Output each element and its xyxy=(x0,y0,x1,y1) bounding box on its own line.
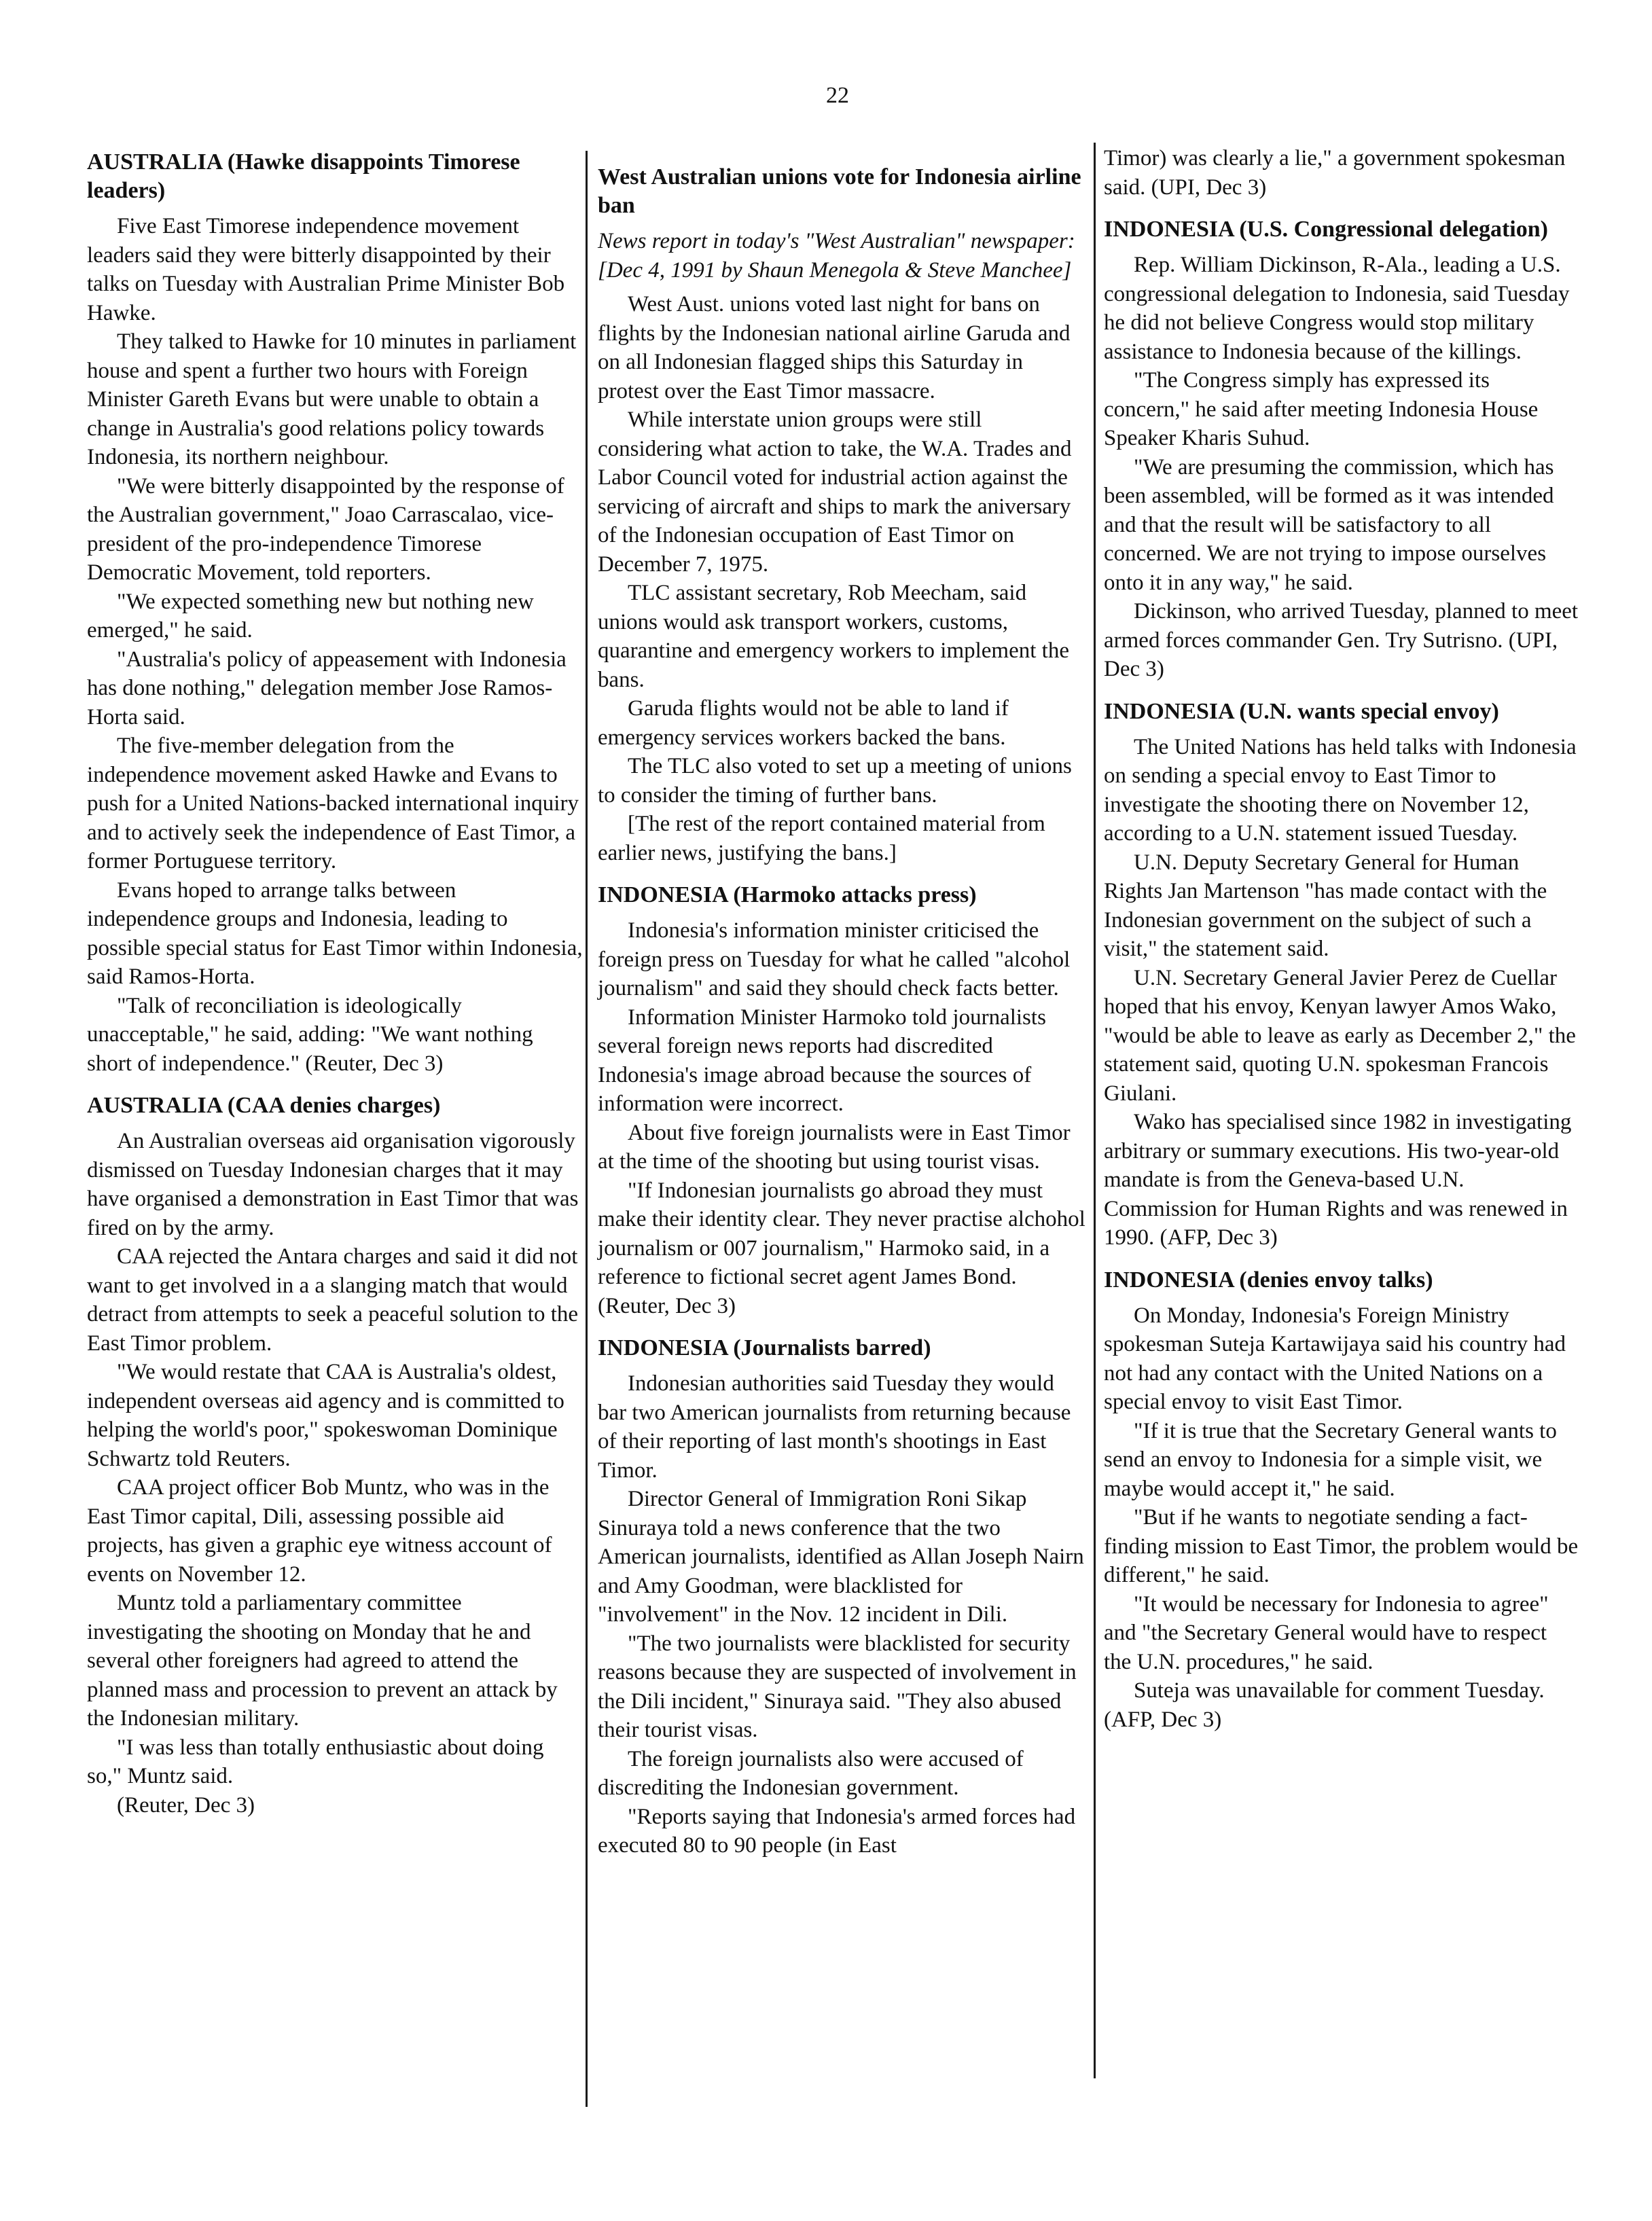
column-2 xyxy=(598,163,1087,1874)
article-paragraph: Dickinson, who arrived Tuesday, planned to meet armed forces commander Gen. Try Sutrisno. (UPI, Dec 3) xyxy=(1104,599,1579,681)
column-divider xyxy=(586,151,588,2107)
article-paragraph: The TLC also voted to set up a meeting of unions to consider the timing of further bans. xyxy=(598,754,1072,808)
article-paragraph: On Monday, Indonesia's Foreign Ministry spokesman Suteja Kartawijaya said his country had not had any contact with the United Nations on a special envoy to visit East Timor. xyxy=(1104,1303,1566,1414)
article xyxy=(1104,698,1579,1252)
article xyxy=(598,1334,1087,1860)
article-headline: INDONESIA (Journalists barred) xyxy=(598,1335,931,1360)
article-paragraph: The five-member delegation from the independence movement asked Hawke and Evans to push for a United Nations-backed international inquiry and to actively seek the independence of East Timor, a former Portuguese territory. xyxy=(87,734,579,873)
article-paragraph: While interstate union groups were still considering what action to take, the W.A. Trades and Labor Council voted for industrial action against the servicing of aircraft and ships to mark the aniversary of the Indonesian occupation of East Timor on December 7, 1975. xyxy=(598,408,1072,577)
article-paragraph: "Talk of reconciliation is ideologically unacceptable," he said, adding: "We want nothing short of independence." (Reuter, Dec 3) xyxy=(87,993,533,1076)
article-headline: AUSTRALIA (CAA denies charges) xyxy=(87,1093,441,1118)
article-paragraph: About five foreign journalists were in East Timor at the time of the shooting but using tourist visas. xyxy=(598,1120,1071,1174)
article-paragraph: CAA rejected the Antara charges and said it did not want to get involved in a a slanging match that would detract from attempts to seek a peaceful solution to the East Timor problem. xyxy=(87,1244,579,1356)
article-paragraph: Indonesia's information minister criticised the foreign press on Tuesday for what he called "alcohol journalism" and said they should check facts better. xyxy=(598,918,1071,1000)
article-paragraph: Muntz told a parliamentary committee investigating the shooting on Monday that he and several other foreigners had agreed to attend the planned mass and procession to prevent an attack by the Indonesian military. xyxy=(87,1591,558,1731)
article xyxy=(87,1091,583,1820)
article-paragraph: Suteja was unavailable for comment Tuesday. (AFP, Dec 3) xyxy=(1104,1678,1545,1732)
article xyxy=(87,148,583,1078)
article-paragraph: "We were bitterly disappointed by the response of the Australian government," Joao Carrascalao, vice-president of the pro-independence Timorese Democratic Movement, told reporters. xyxy=(87,473,564,585)
article-paragraph: "If Indonesian journalists go abroad they must make their identity clear. They never practise alchohol journalism or 007 journalism," Harmoko said, in a reference to fictional secret agent James Bond. (Reuter, Dec 3) xyxy=(598,1178,1085,1318)
article-paragraph: Wako has specialised since 1982 in investigating arbitrary or summary executions. His two-year-old mandate is from the Geneva-based U.N. Commission for Human Rights and was renewed in 1990. (AFP, Dec 3) xyxy=(1104,1110,1572,1250)
article-paragraph: "The Congress simply has expressed its concern," he said after meeting Indonesia House Speaker Kharis Suhud. xyxy=(1104,368,1539,450)
article-paragraph: [The rest of the report contained material from earlier news, justifying the bans.] xyxy=(598,812,1045,865)
article-paragraph: TLC assistant secretary, Rob Meecham, said unions would ask transport workers, customs, quarantine and emergency workers to implement the bans. xyxy=(598,581,1069,692)
article-headline: INDONESIA (denies envoy talks) xyxy=(1104,1267,1433,1293)
column-1 xyxy=(87,148,583,1833)
article-dateline: News report in today's "West Australian" newspaper: [Dec 4, 1991 by Shaun Menegola & Steve Manchee] xyxy=(598,229,1075,283)
article xyxy=(598,163,1087,867)
article-headline: INDONESIA (U.N. wants special envoy) xyxy=(1104,698,1499,724)
article xyxy=(598,881,1087,1320)
article-headline: INDONESIA (Harmoko attacks press) xyxy=(598,882,977,907)
article-paragraph: "We would restate that CAA is Australia's oldest, independent overseas aid agency and is committed to helping the world's poor," spokeswoman Dominique Schwartz told Reuters. xyxy=(87,1360,564,1471)
column-3 xyxy=(1104,144,1579,1748)
article-paragraph: Evans hoped to arrange talks between independence groups and Indonesia, leading to possible special status for East Timor within Indonesia, said Ramos-Horta. xyxy=(87,878,583,989)
article-paragraph: Rep. William Dickinson, R-Ala., leading a U.S. congressional delegation to Indonesia, said Tuesday he did not believe Congress would stop military assistance to Indonesia because of the killings. xyxy=(1104,253,1570,364)
article-headline: INDONESIA (U.S. Congressional delegation) xyxy=(1104,217,1548,242)
article-headline: West Australian unions vote for Indonesia airline ban xyxy=(598,164,1081,218)
article-paragraph: (Reuter, Dec 3) xyxy=(117,1792,255,1818)
article-paragraph: "Reports saying that Indonesia's armed forces had executed 80 to 90 people (in East xyxy=(598,1804,1076,1858)
article-paragraph: They talked to Hawke for 10 minutes in parliament house and spent a further two hours with Foreign Minister Gareth Evans but were unable to obtain a change in Australia's good relations policy towards Indonesia, its northern neighbour. xyxy=(87,329,577,469)
article-paragraph: Indonesian authorities said Tuesday they would bar two American journalists from returning because of their reporting of last month's shootings in East Timor. xyxy=(598,1371,1071,1483)
article-paragraph: U.N. Deputy Secretary General for Human Rights Jan Martenson "has made contact with the Indonesian government on the subject of such a visit," the statement said. xyxy=(1104,850,1547,961)
article-paragraph: Timor) was clearly a lie," a government spokesman said. (UPI, Dec 3) xyxy=(1104,146,1566,200)
page-number: 22 xyxy=(826,83,849,108)
article-paragraph: An Australian overseas aid organisation vigorously dismissed on Tuesday Indonesian charges that it may have organised a demonstration in East Timor that was fired on by the army. xyxy=(87,1129,579,1240)
article-paragraph: "Australia's policy of appeasement with Indonesia has done nothing," delegation member Jose Ramos-Horta said. xyxy=(87,647,567,729)
article-paragraph: Garuda flights would not be able to land if emergency services workers backed the bans. xyxy=(598,696,1009,750)
article xyxy=(1104,1266,1579,1735)
article-paragraph: The foreign journalists also were accused of discrediting the Indonesian government. xyxy=(598,1746,1024,1800)
article-paragraph: "We are presuming the commission, which has been assembled, will be formed as it was intended and that the result will be satisfactory to all concerned. We are not trying to impose ourselves onto it in any way," he said. xyxy=(1104,454,1554,595)
article-paragraph: Five East Timorese independence movement leaders said they were bitterly disappointed by their talks on Tuesday with Australian Prime Minister Bob Hawke. xyxy=(87,214,565,325)
article-paragraph: U.N. Secretary General Javier Perez de Cuellar hoped that his envoy, Kenyan lawyer Amos Wako, "would be able to leave as early as December 2," the statement said, quoting U.N. spokesman Francois Giulani. xyxy=(1104,965,1576,1106)
article-paragraph: "We expected something new but nothing new emerged," he said. xyxy=(87,589,534,643)
article-paragraph: "I was less than totally enthusiastic about doing so," Muntz said. xyxy=(87,1735,544,1788)
article xyxy=(1104,215,1579,684)
article-paragraph: West Aust. unions voted last night for bans on flights by the Indonesian national airline Garuda and on all Indonesian flagged ships this Saturday in protest over the East Timor massacre. xyxy=(598,292,1071,403)
article-paragraph: "It would be necessary for Indonesia to agree" and "the Secretary General would have to respect the U.N. procedures," he said. xyxy=(1104,1591,1549,1674)
article-paragraph: "The two journalists were blacklisted for security reasons because they are suspected of involvement in the Dili incident," Sinuraya said. "They also abused their tourist visas. xyxy=(598,1631,1077,1742)
article-paragraph: Director General of Immigration Roni Sikap Sinuraya told a news conference that the two American journalists, identified as Allan Joseph Nairn and Amy Goodman, were blacklisted for "involvement" in the Nov. 12 incident in Dili. xyxy=(598,1487,1084,1627)
article-paragraph: "But if he wants to negotiate sending a fact-finding mission to East Timor, the problem would be different," he said. xyxy=(1104,1505,1579,1587)
column-divider xyxy=(1094,143,1096,2078)
article-headline: AUSTRALIA (Hawke disappoints Timorese leaders) xyxy=(87,149,520,203)
article xyxy=(1104,144,1579,202)
article-paragraph: Information Minister Harmoko told journalists several foreign news reports had discredited Indonesia's image abroad because the sources of information were incorrect. xyxy=(598,1005,1046,1116)
article-paragraph: "If it is true that the Secretary General wants to send an envoy to Indonesia for a simple visit, we maybe would accept it," he said. xyxy=(1104,1418,1557,1501)
article-paragraph: CAA project officer Bob Muntz, who was in the East Timor capital, Dili, assessing possible aid projects, has given a graphic eye witness account of events on November 12. xyxy=(87,1475,552,1587)
article-paragraph: The United Nations has held talks with Indonesia on sending a special envoy to East Timor to investigate the shooting there on November 12, according to a U.N. statement issued Tuesday. xyxy=(1104,734,1577,846)
